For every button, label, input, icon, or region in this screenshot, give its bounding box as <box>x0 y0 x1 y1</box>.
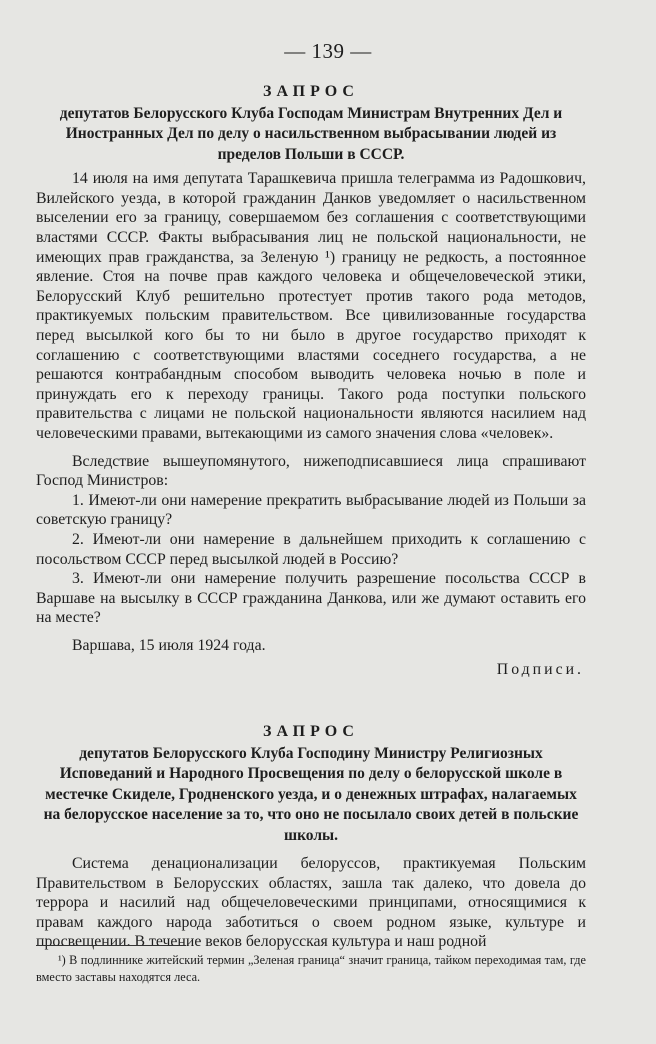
date-line: Варшава, 15 июля 1924 года. <box>72 636 266 654</box>
section-body <box>36 169 586 655</box>
paragraph: Система денационализации белоруссов, практикуемая Польским Правительством в Белорусских областях, зашла так далеко, что довела до террора и насилий над общечеловеческими принципами, относящимися к правам каждого народа заботиться о своем родном языке, культуре и просвещении. В течение веков белорусская культура и наш родной <box>36 855 586 951</box>
paragraph: Вследствие вышеупомянутого, нижеподписавшиеся лица спрашивают Господ Министров: <box>36 452 586 490</box>
question-2: 2. Имеют-ли они намерение в дальнейшем приходить к соглашению с посольством СССР перед высылкой людей в Россию? <box>36 530 586 568</box>
section-title: ЗАПРОС <box>263 83 359 100</box>
section-body <box>36 854 586 952</box>
paragraph: 14 июля на имя депутата Тарашкевича пришла телеграмма из Радошкович, Вилейского уезда, в которой гражданин Данков уведомляет о насильственном выселении его за границу, совершаемом без соглашения с соответствующими властями СССР. Факты выбрасывания лиц не польской национальности, не имеющих прав гражданства, за Зеленую ¹) границу не редкость, а постоянное явление. Стоя на почве прав каждого человека и общечеловеческой этики, Белорусский Клуб решительно протестует против такого рода методов, практикуемых польским правительством. Все цивилизованные государства перед высылкой кого бы то ни было в другое государство приходят к соглашению с соответствующими властями соседнего государства, а не решаются контрабандным способом выводить человека ночью в поле и принуждать его к переходу границы. Такого рода поступки польского правительства с лицами не польской национальности являются насилием над человеческими правами, вытекающими из самого значения слова «человек». <box>36 170 586 442</box>
inquiry-section-1 <box>36 82 586 679</box>
signature: Подписи. <box>496 661 584 679</box>
footnote: ¹) В подлиннике житейский термин „Зеленая граница“ значит граница, тайком переходимая там, где вместо заставы находятся леса. <box>36 953 586 984</box>
inquiry-section-2 <box>36 722 586 952</box>
question-3: 3. Имеют-ли они намерение получить разрешение посольства СССР в Варшаве на высылку в СССР гражданина Данкова, или же думают оставить его на месте? <box>36 570 586 627</box>
section-heading <box>36 104 586 165</box>
section-heading-text: депутатов Белорусского Клуба Господину Министру Религиозных Исповеданий и Народного Просвещения по делу о белорусской школе в местечке Скиделе, Гродненского уезда, и о денежных штрафах, налагаемых на белорусское население за то, что оно не посылало своих детей в польские школы. <box>43 745 579 844</box>
footnote-divider <box>36 945 186 946</box>
page-number: — 139 — <box>284 39 372 63</box>
section-heading-text: депутатов Белорусского Клуба Господам Министрам Внутренних Дел и Иностранных Дел по делу о насильственном выбрасывании людей из пределов Польши в СССР. <box>59 105 563 163</box>
question-1: 1. Имеют-ли они намерение прекратить выбрасывание людей из Польши за советскую границу? <box>36 491 586 529</box>
section-title: ЗАПРОС <box>263 723 359 740</box>
section-heading <box>36 744 586 846</box>
